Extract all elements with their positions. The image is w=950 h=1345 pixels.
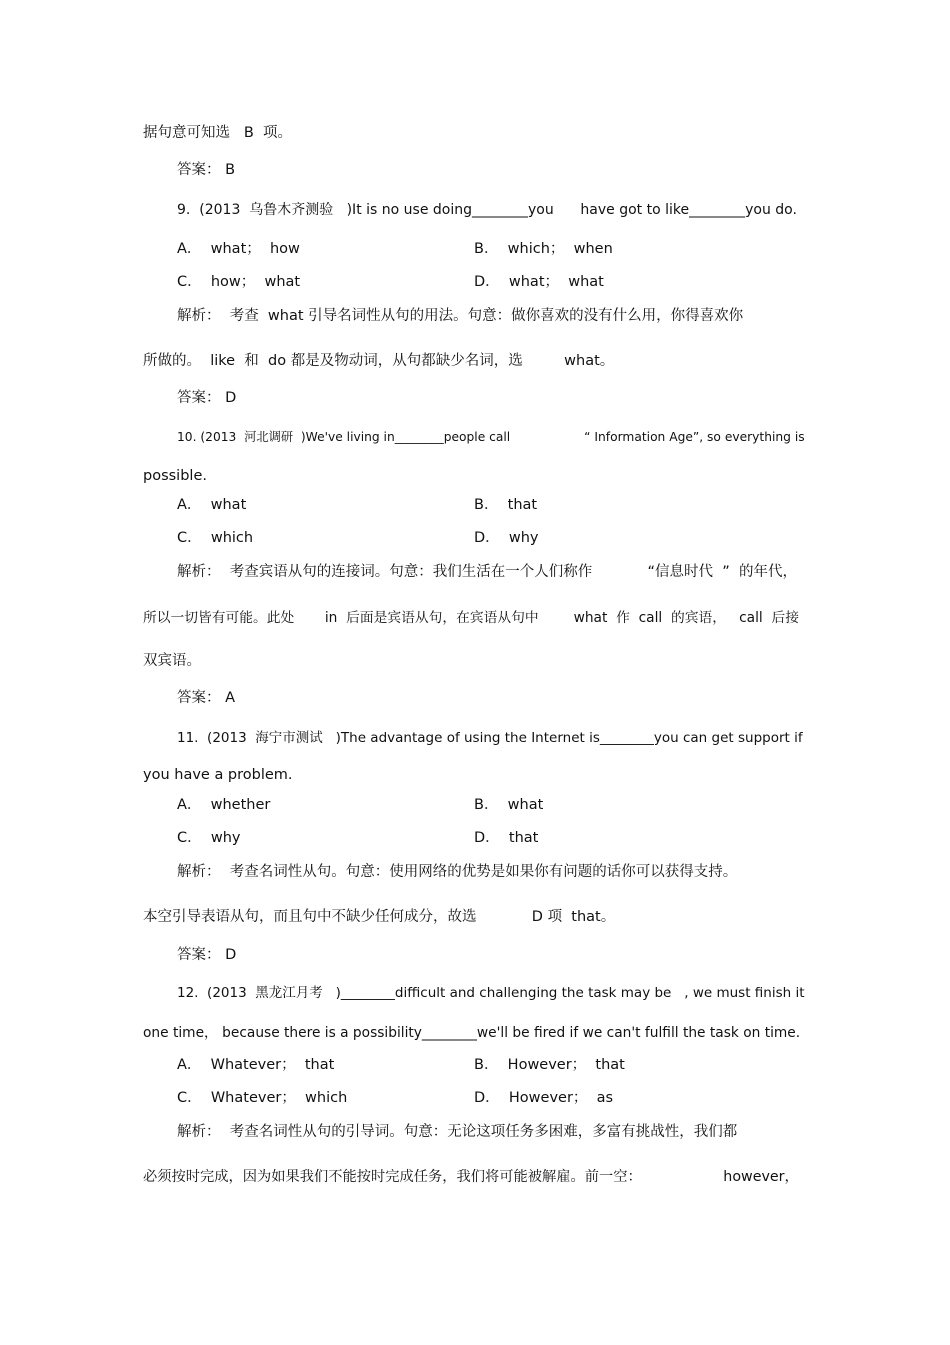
- q11-option-b: B． what: [474, 797, 544, 813]
- q9-option-c: C． how； what: [177, 274, 301, 290]
- explanation-line: 解析： 考查名词性从句的引导词。句意：无论这项任务多困难，多富有挑战性，我们都: [177, 1124, 738, 1140]
- question-10-continued: possible.: [143, 468, 207, 484]
- question-12-continued: one time， because there is a possibility________we'll be fired if we can't fulfill the task on time.: [143, 1025, 801, 1041]
- q10-option-a: A． what: [177, 497, 247, 513]
- answer-line: 答案： D: [177, 390, 237, 406]
- q12-option-b: B． However； that: [474, 1057, 625, 1073]
- q12-option-a: A． Whatever； that: [177, 1057, 335, 1073]
- q9-option-a: A． what； how: [177, 241, 300, 257]
- explanation-line: 必须按时完成，因为如果我们不能按时完成任务，我们将可能被解雇。前一空： however，: [143, 1169, 799, 1185]
- question-12: 12. (2013 黑龙江月考 )________difficult and challenging the task may be , we must finish it: [177, 985, 805, 1001]
- q12-option-c: C． Whatever； which: [177, 1090, 348, 1106]
- answer-line: 答案： A: [177, 690, 236, 706]
- answer-line: 答案： D: [177, 947, 237, 963]
- explanation-line: 解析： 考查 what 引导名词性从句的用法。句意：做你喜欢的没有什么用，你得喜欢你: [177, 308, 744, 324]
- explanation-line: 据句意可知选 B 项。: [143, 125, 292, 141]
- q11-option-d: D． that: [474, 830, 539, 846]
- q12-option-d: D． However； as: [474, 1090, 614, 1106]
- q11-option-c: C． why: [177, 830, 241, 846]
- explanation-line: 本空引导表语从句，而且句中不缺少任何成分，故选 D 项 that。: [143, 909, 616, 925]
- question-10: 10. (2013 河北调研 )We've living in________people call “ Information Age”, so everything is: [177, 430, 805, 444]
- question-11: 11. (2013 海宁市测试 )The advantage of using the Internet is________you can get support if: [177, 730, 803, 746]
- question-11-continued: you have a problem.: [143, 767, 293, 783]
- q9-option-d: D． what； what: [474, 274, 604, 290]
- explanation-line: 双宾语。: [143, 653, 201, 669]
- q11-option-a: A． whether: [177, 797, 271, 813]
- q10-option-b: B． that: [474, 497, 538, 513]
- explanation-line: 所做的。 like 和 do 都是及物动词，从句都缺少名词，选 what。: [143, 353, 615, 369]
- explanation-line: 所以一切皆有可能。此处 in 后面是宾语从句，在宾语从句中 what 作 call 的宾语， call 后接: [143, 610, 799, 626]
- answer-line: 答案： B: [177, 162, 236, 178]
- question-9: 9. (2013 乌鲁木齐测验 )It is no use doing________you have got to like________you do.: [177, 202, 797, 218]
- q9-option-b: B． which； when: [474, 241, 613, 257]
- q10-option-c: C． which: [177, 530, 254, 546]
- explanation-line: 解析： 考查宾语从句的连接词。句意：我们生活在一个人们称作 “信息时代 ” 的年代，: [177, 564, 797, 580]
- q10-option-d: D． why: [474, 530, 539, 546]
- explanation-line: 解析： 考查名词性从句。句意：使用网络的优势是如果你有问题的话你可以获得支持。: [177, 864, 738, 880]
